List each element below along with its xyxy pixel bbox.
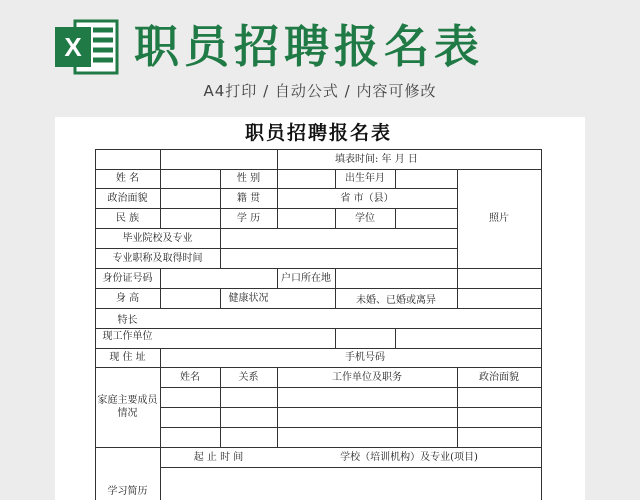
header-edu-period: 起 止 时 间 — [193, 451, 244, 463]
header-fam-relation: 关系 — [238, 371, 259, 383]
label-phone: 手机号码 — [345, 352, 385, 363]
grid-line — [95, 308, 542, 309]
label-degree: 学位 — [355, 212, 375, 224]
grid-line — [335, 328, 336, 348]
label-address: 现 住 址 — [109, 352, 146, 363]
grid-line — [160, 427, 542, 428]
header-fam-name: 姓名 — [180, 371, 200, 383]
label-native: 籍 贯 — [236, 192, 261, 204]
label-edu-history: 学习简历 — [107, 486, 148, 497]
banner-title: 职员招聘报名表 — [134, 20, 485, 73]
grid-line — [95, 348, 542, 349]
fill-date: 填表时间: 年 月 日 — [335, 153, 418, 165]
label-politics: 政治面貌 — [107, 192, 148, 204]
grid-line — [160, 467, 542, 468]
grid-line — [395, 328, 396, 348]
banner — [0, 0, 640, 115]
header-fam-work: 工作单位及职务 — [332, 371, 402, 383]
header-edu-school: 学校（培训机构）及专业(项目) — [340, 451, 478, 463]
grid-line — [160, 387, 542, 388]
label-marital: 未婚、已婚或离异 — [356, 295, 436, 306]
banner-subtitle: A4打印 / 自动公式 / 内容可修改 — [203, 82, 437, 100]
form-sheet — [55, 117, 585, 500]
label-title-time: 专业职称及取得时间 — [112, 252, 203, 264]
grid-line — [220, 228, 221, 268]
grid-line — [160, 407, 542, 408]
grid-line — [277, 149, 278, 169]
grid-line — [160, 268, 161, 308]
header-fam-politics: 政治面貌 — [479, 371, 519, 383]
grid-line — [395, 169, 396, 189]
grid-line — [395, 208, 396, 228]
photo-box: 照片 — [489, 213, 509, 224]
label-school-major: 毕业院校及专业 — [122, 232, 193, 244]
label-id-number: 身份证号码 — [102, 272, 153, 284]
label-height: 身 高 — [115, 292, 140, 304]
label-gender: 性 别 — [236, 173, 261, 184]
form-title: 职员招聘报名表 — [244, 122, 392, 144]
label-family: 家庭主要成员情况 — [97, 395, 158, 419]
label-birth: 出生年月 — [345, 173, 385, 184]
application-form — [95, 117, 542, 500]
grid-line — [457, 268, 458, 308]
label-specialty: 特长 — [117, 315, 138, 326]
grid-line — [160, 149, 161, 228]
label-name: 姓 名 — [115, 173, 140, 184]
excel-icon — [55, 18, 119, 76]
label-hukou: 户口所在地 — [281, 272, 331, 284]
label-education: 学 历 — [236, 212, 261, 224]
grid-line — [541, 149, 542, 500]
excel-icon-letter: X — [64, 32, 82, 62]
label-employer: 现工作单位 — [102, 331, 153, 342]
label-province-city: 省 市（县） — [340, 192, 394, 204]
grid-line — [95, 288, 542, 289]
label-health: 健康状况 — [228, 292, 269, 304]
label-ethnicity: 民 族 — [115, 212, 140, 224]
grid-line — [95, 328, 542, 329]
